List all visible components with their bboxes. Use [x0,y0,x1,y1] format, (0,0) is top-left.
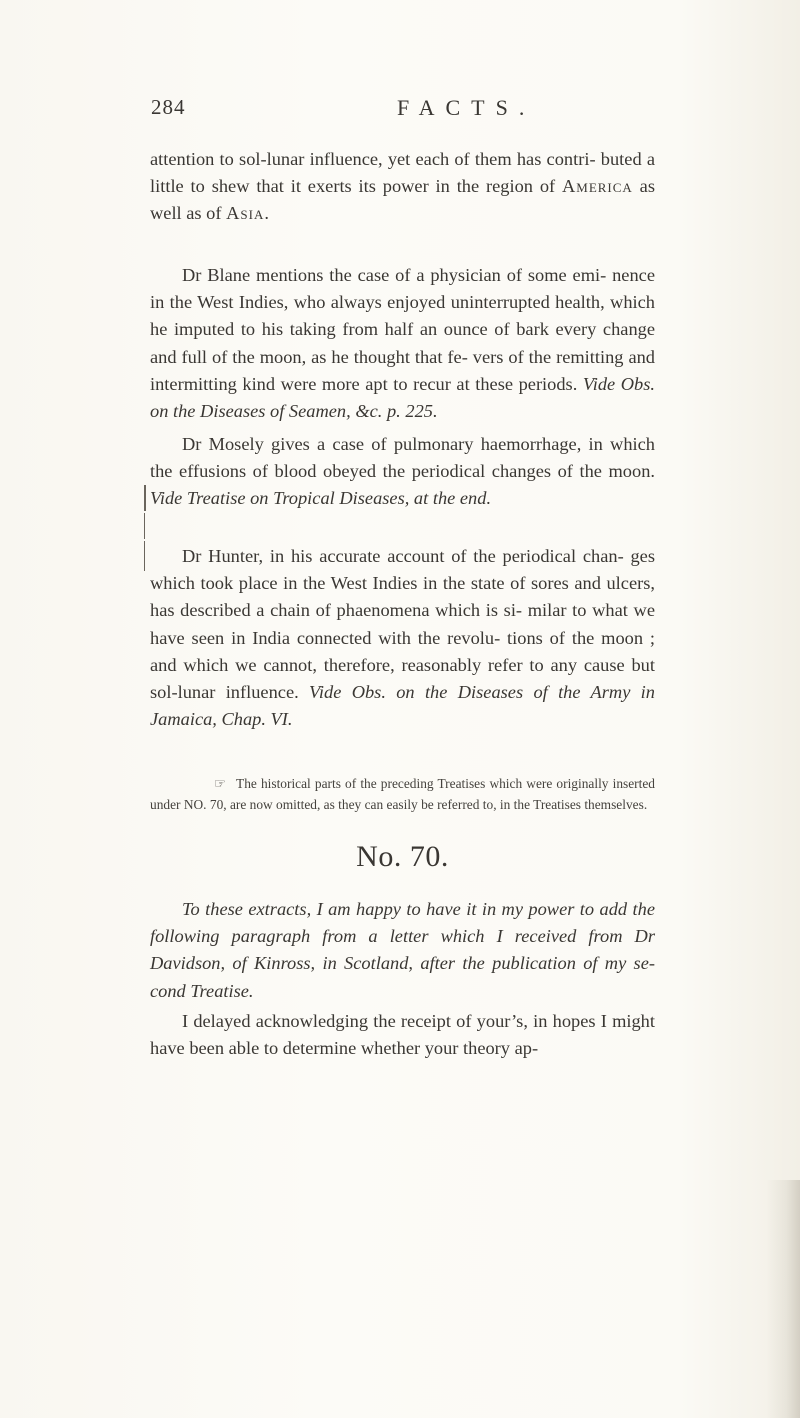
margin-pencil-mark [144,485,146,511]
paragraph-intro-letter: To these extracts, I am happy to have it in my power to add the following paragraph from a letter which I received from Dr Davidson, of Kinross, in Scotland, after the publication of my se- cond Treatise. [150,899,655,1001]
paragraph-blane [150,262,655,425]
p4-citation: Vide Obs. on the Diseases of the Army in Jamaica, Chap. VI. [150,682,655,730]
paragraph-continuation [150,146,655,228]
running-head: FACTS. [397,95,536,120]
p4-text: Dr Hunter, in his accurate account of the periodical chan- ges which took place in the West Indies in the state of sores and ulcers, has described a chain of phaenomena which is si- milar to what we have seen in India connected with the revolu- tions of the moon ; and which we cannot, therefore, reasonably refer to any cause but sol-lunar influence. [150,546,655,703]
margin-pencil-mark [144,513,145,539]
page-header [151,95,631,125]
p3-text: Dr Mosely gives a case of pulmonary haemorrhage, in which the effusions of blood obeyed the periodical changes of the moon. [150,434,655,482]
section-heading: No. 70. [356,840,449,873]
pointing-hand-icon: ☞ [214,776,227,791]
p2-citation: Vide Obs. on the Diseases of Seamen, &c. p. 225. [150,373,655,422]
paragraph-hunter [150,543,655,733]
p3-citation: Vide Treatise on Tropical Diseases, at the end. [150,488,492,509]
page-number: 284 [151,95,186,119]
note-text: The historical parts of the preceding Treatises which were originally inserted under NO. 70, are now omitted, as they can easily be referred to, in the Treatises themselves. [150,776,655,812]
page-edge-shadow [766,1180,800,1418]
editorial-note [150,773,655,815]
p1-text-2: as well as of [150,176,655,224]
p1-text-3: . [264,203,269,224]
p1-text-1: attention to sol-lunar influence, yet each of them has contri- buted a little to shew that it exerts its power in the region of [150,149,655,197]
p1-asia: Asia [226,203,265,224]
p2-text: Dr Blane mentions the case of a physician of some emi- nence in the West Indies, who always enjoyed uninterrupted health, which he imputed to his taking from half an ounce of bark every change and full of the moon, as he thought that fe- vers of the remitting and intermitting kind were more apt to recur at these periods. [150,265,655,394]
paragraph-mosely [150,431,655,513]
margin-pencil-mark [144,541,145,571]
p1-america: America [561,176,633,197]
paragraph-letter: I delayed acknowledging the receipt of your’s, in hopes I might have been able to determine whether your theory ap- [150,1011,655,1059]
